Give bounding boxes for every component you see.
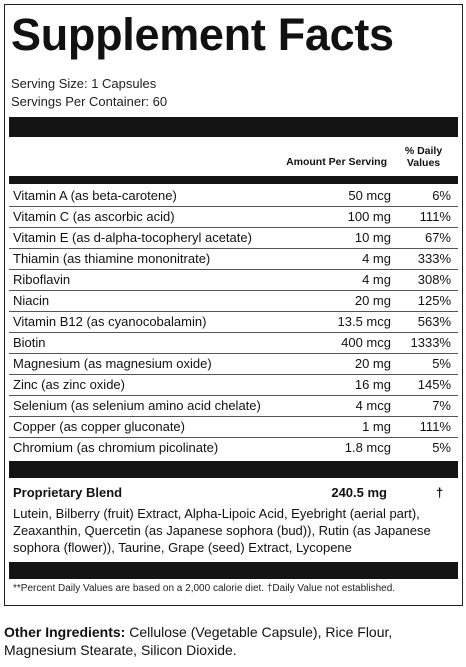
nutrient-name: Vitamin B12 (as cyanocobalamin) [13,314,207,329]
nutrient-name: Zinc (as zinc oxide) [13,377,125,392]
nutrient-row [9,186,458,207]
nutrient-daily-value: 111% [419,419,451,434]
header-amount: Amount Per Serving [286,156,387,168]
nutrient-row [9,333,458,354]
footnote: **Percent Daily Values are based on a 2,000 calorie diet. †Daily Value not established. [13,583,396,594]
nutrient-amount: 400 mcg [341,335,391,350]
thick-divider-blend [9,461,458,478]
nutrient-row [9,417,458,438]
nutrient-amount: 4 mg [362,251,391,266]
nutrient-name: Riboflavin [13,272,71,287]
nutrient-amount: 4 mcg [355,398,391,413]
nutrient-row [9,291,458,312]
other-ingredients-text: Cellulose (Vegetable Capsule), Rice Flour, Magnesium Stearate, Silicon Dioxide. [4,624,393,658]
nutrient-daily-value: 308% [417,272,451,287]
nutrient-amount: 13.5 mcg [337,314,391,329]
nutrient-row [9,270,458,291]
nutrient-daily-value: 67% [424,230,451,245]
nutrient-row [9,396,458,417]
other-ingredients-label: Other Ingredients: [4,624,126,640]
panel-title: Supplement Facts [11,9,394,60]
nutrient-row [9,354,458,375]
nutrient-daily-value: 5% [432,356,451,371]
nutrient-name: Magnesium (as magnesium oxide) [13,356,212,371]
other-ingredients [4,623,460,659]
serving-size: Serving Size: 1 Capsules [11,76,157,91]
nutrient-daily-value: 333% [417,251,451,266]
nutrient-amount: 16 mg [354,377,391,392]
nutrient-daily-value: 145% [417,377,451,392]
nutrient-name: Copper (as copper gluconate) [13,419,185,434]
blend-ingredients: Lutein, Bilberry (fruit) Extract, Alpha-Lipoic Acid, Eyebright (aerial part), Zeaxanthin, Quercetin (as Japanese sophora (bud)), Rutin (as Japanese sophora (flower)), Taurine, Grape (seed) Extract, Lycopene [13,506,431,555]
nutrient-name: Vitamin C (as ascorbic acid) [13,209,175,224]
nutrient-row [9,438,458,459]
nutrient-name: Biotin [13,335,46,350]
header-dv-line2: Values [406,157,441,169]
nutrient-amount: 20 mg [354,293,391,308]
nutrient-amount: 1 mg [362,419,391,434]
thick-divider-top [9,117,458,137]
header-daily-value [395,145,452,169]
blend-name: Proprietary Blend [13,485,123,500]
nutrient-name: Vitamin E (as d-alpha-tocopheryl acetate) [13,230,252,245]
nutrient-daily-value: 7% [432,398,451,413]
servings-per-container: Servings Per Container: 60 [11,94,168,109]
nutrient-amount: 1.8 mcg [344,440,391,455]
nutrient-name: Niacin [13,293,50,308]
nutrient-name: Thiamin (as thiamine mononitrate) [13,251,211,266]
thick-divider-bottom [9,562,458,579]
blend-dv: † [436,485,444,500]
nutrient-row [9,207,458,228]
nutrient-daily-value: 5% [432,440,451,455]
nutrient-row [9,228,458,249]
blend-amount: 240.5 mg [331,485,387,500]
nutrient-name: Selenium (as selenium amino acid chelate) [13,398,261,413]
nutrient-amount: 4 mg [362,272,391,287]
nutrient-daily-value: 6% [432,188,451,203]
nutrient-daily-value: 563% [417,314,451,329]
nutrient-name: Vitamin A (as beta-carotene) [13,188,177,203]
nutrient-name: Chromium (as chromium picolinate) [13,440,219,455]
nutrient-row [9,249,458,270]
nutrient-amount: 100 mg [347,209,391,224]
nutrient-row [9,312,458,333]
nutrient-amount: 20 mg [354,356,391,371]
nutrient-daily-value: 111% [419,209,451,224]
thick-divider-header [9,176,458,184]
nutrient-amount: 10 mg [354,230,391,245]
header-dv-line1: % Daily [404,145,443,157]
nutrient-daily-value: 125% [417,293,451,308]
nutrient-daily-value: 1333% [410,335,451,350]
nutrient-row [9,375,458,396]
nutrient-table [9,186,458,459]
nutrient-amount: 50 mcg [348,188,391,203]
